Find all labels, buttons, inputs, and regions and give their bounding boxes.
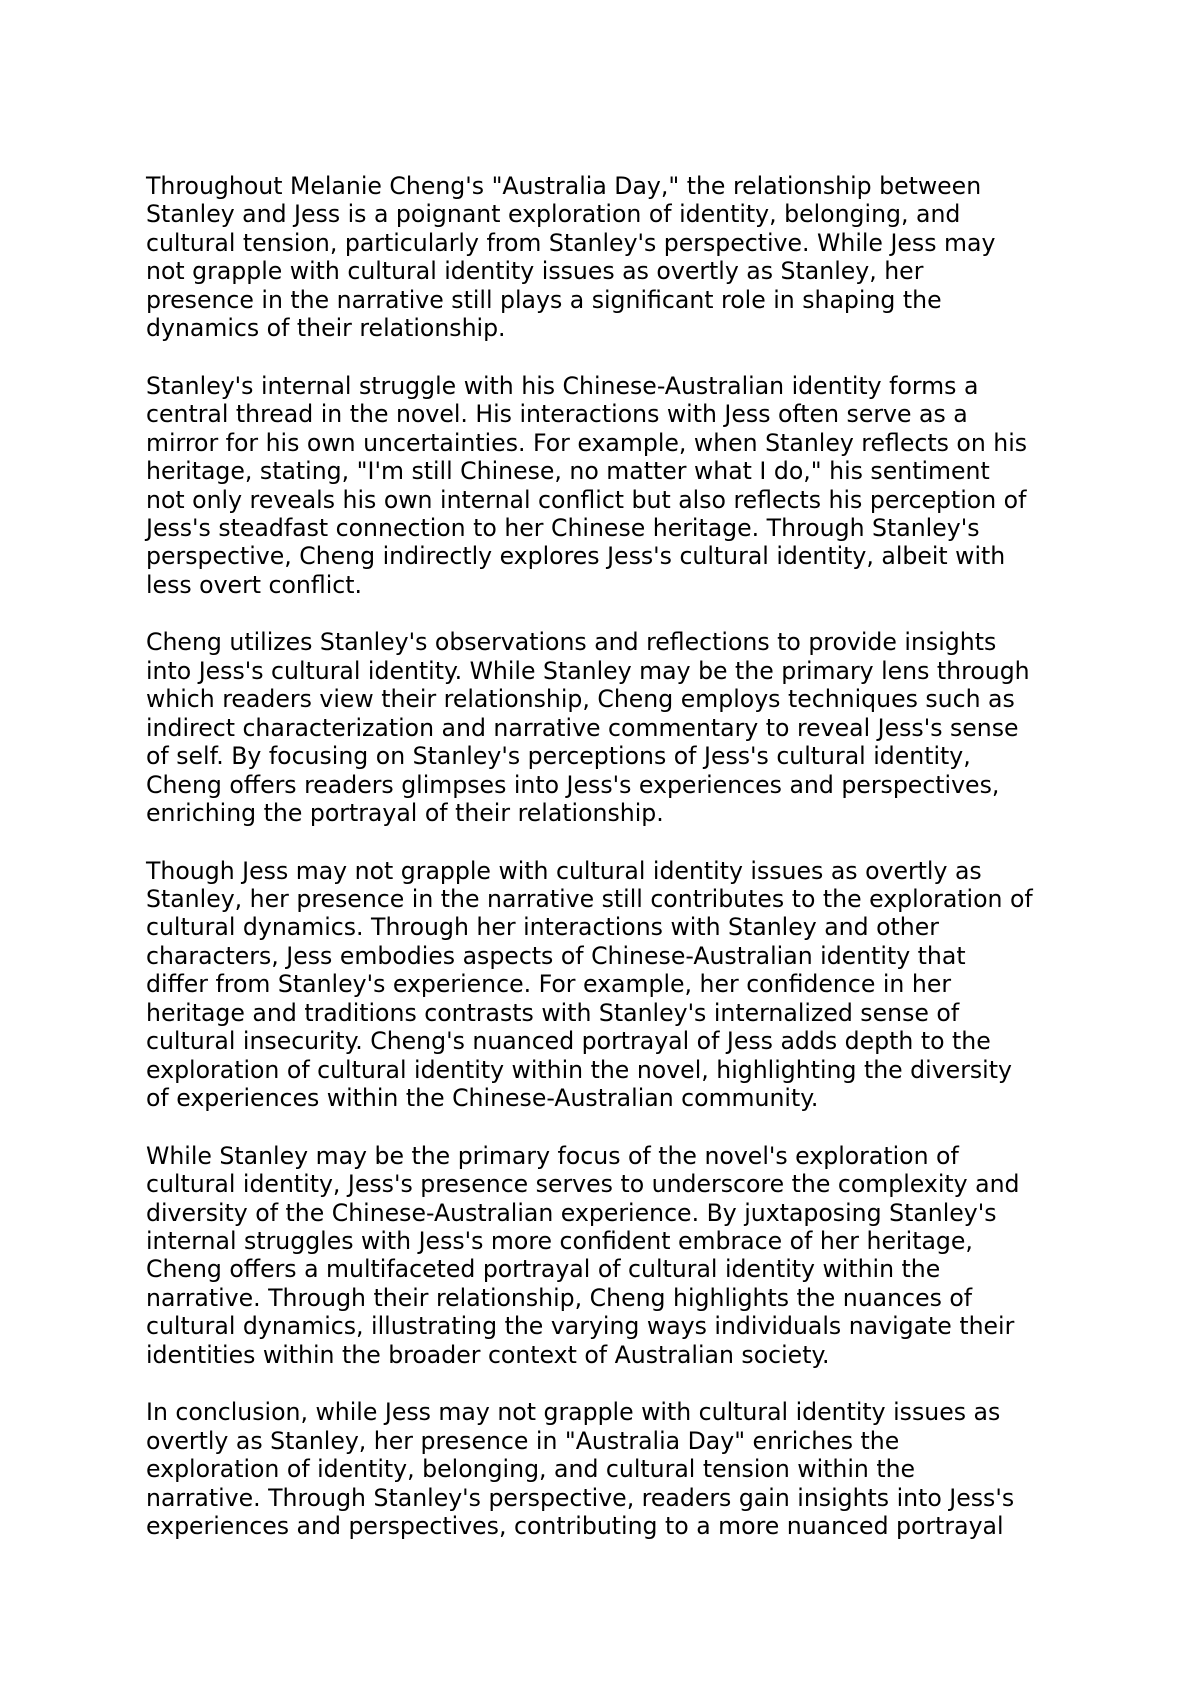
document-body xyxy=(146,172,1076,1569)
paragraph-line: Though Jess may not grapple with cultural identity issues as overtly as xyxy=(146,856,982,885)
paragraph-line: of experiences within the Chinese-Australian community. xyxy=(146,1084,819,1113)
paragraph-line: not grapple with cultural identity issues as overtly as Stanley, her xyxy=(146,257,924,286)
paragraph-line: perspective, Cheng indirectly explores Jess's cultural identity, albeit with xyxy=(146,542,1006,571)
paragraph-line: less overt conflict. xyxy=(146,570,363,599)
paragraph-line: dynamics of their relationship. xyxy=(146,314,506,343)
paragraph-line: heritage and traditions contrasts with Stanley's internalized sense of xyxy=(146,998,960,1027)
paragraph-line: cultural tension, particularly from Stanley's perspective. While Jess may xyxy=(146,228,996,257)
paragraph-line: exploration of cultural identity within the novel, highlighting the diversity xyxy=(146,1055,1012,1084)
paragraph-line: into Jess's cultural identity. While Stanley may be the primary lens through xyxy=(146,656,1030,685)
paragraph-line: Throughout Melanie Cheng's "Australia Day," the relationship between xyxy=(146,172,982,200)
paragraph-line: which readers view their relationship, Cheng employs techniques such as xyxy=(146,685,1015,714)
paragraph-line: cultural identity, Jess's presence serves to underscore the complexity and xyxy=(146,1170,1020,1199)
paragraph-line: Jess's steadfast connection to her Chinese heritage. Through Stanley's xyxy=(146,513,980,542)
paragraph-line: Stanley and Jess is a poignant exploration of identity, belonging, and xyxy=(146,200,961,229)
paragraph-line: exploration of identity, belonging, and cultural tension within the xyxy=(146,1455,916,1484)
paragraph-line: heritage, stating, "I'm still Chinese, no matter what I do," his sentiment xyxy=(146,457,990,486)
body-paragraph xyxy=(146,172,1076,343)
paragraph-line: presence in the narrative still plays a significant role in shaping the xyxy=(146,285,942,314)
paragraph-line: overtly as Stanley, her presence in "Australia Day" enriches the xyxy=(146,1426,900,1455)
paragraph-line: identities within the broader context of Australian society. xyxy=(146,1340,830,1369)
paragraph-line: diversity of the Chinese-Australian experience. By juxtaposing Stanley's xyxy=(146,1198,997,1227)
paragraph-line: of self. By focusing on Stanley's perceptions of Jess's cultural identity, xyxy=(146,742,971,771)
paragraph-line: Stanley, her presence in the narrative still contributes to the exploration of xyxy=(146,884,1033,913)
body-paragraph xyxy=(146,628,1076,827)
paragraph-line: Cheng utilizes Stanley's observations and reflections to provide insights xyxy=(146,628,997,657)
paragraph-line: differ from Stanley's experience. For example, her confidence in her xyxy=(146,970,952,999)
paragraph-line: cultural dynamics. Through her interactions with Stanley and other xyxy=(146,913,939,942)
paragraph-line: narrative. Through Stanley's perspective, readers gain insights into Jess's xyxy=(146,1483,1015,1512)
paragraph-line: narrative. Through their relationship, Cheng highlights the nuances of xyxy=(146,1283,973,1312)
paragraph-line: mirror for his own uncertainties. For example, when Stanley reflects on his xyxy=(146,428,1028,457)
paragraph-line: characters, Jess embodies aspects of Chinese-Australian identity that xyxy=(146,941,966,970)
paragraph-line: While Stanley may be the primary focus of the novel's exploration of xyxy=(146,1141,959,1170)
paragraph-line: central thread in the novel. His interactions with Jess often serve as a xyxy=(146,400,968,429)
body-paragraph xyxy=(146,857,1076,1113)
body-paragraph xyxy=(146,1142,1076,1370)
body-paragraph xyxy=(146,1398,1076,1540)
paragraph-line: enriching the portrayal of their relationship. xyxy=(146,799,664,828)
paragraph-line: experiences and perspectives, contributing to a more nuanced portrayal xyxy=(146,1512,1004,1541)
paragraph-line: internal struggles with Jess's more confident embrace of her heritage, xyxy=(146,1226,973,1255)
paragraph-line: In conclusion, while Jess may not grapple with cultural identity issues as xyxy=(146,1398,1001,1427)
paragraph-line: not only reveals his own internal conflict but also reflects his perception of xyxy=(146,485,1027,514)
paragraph-line: Cheng offers readers glimpses into Jess's experiences and perspectives, xyxy=(146,770,1000,799)
paragraph-line: indirect characterization and narrative commentary to reveal Jess's sense xyxy=(146,713,1019,742)
paragraph-line: cultural dynamics, illustrating the varying ways individuals navigate their xyxy=(146,1312,1015,1341)
paragraph-line: Stanley's internal struggle with his Chinese-Australian identity forms a xyxy=(146,371,979,400)
paragraph-line: Cheng offers a multifaceted portrayal of cultural identity within the xyxy=(146,1255,941,1284)
body-paragraph xyxy=(146,372,1076,600)
paragraph-line: cultural insecurity. Cheng's nuanced portrayal of Jess adds depth to the xyxy=(146,1027,991,1056)
